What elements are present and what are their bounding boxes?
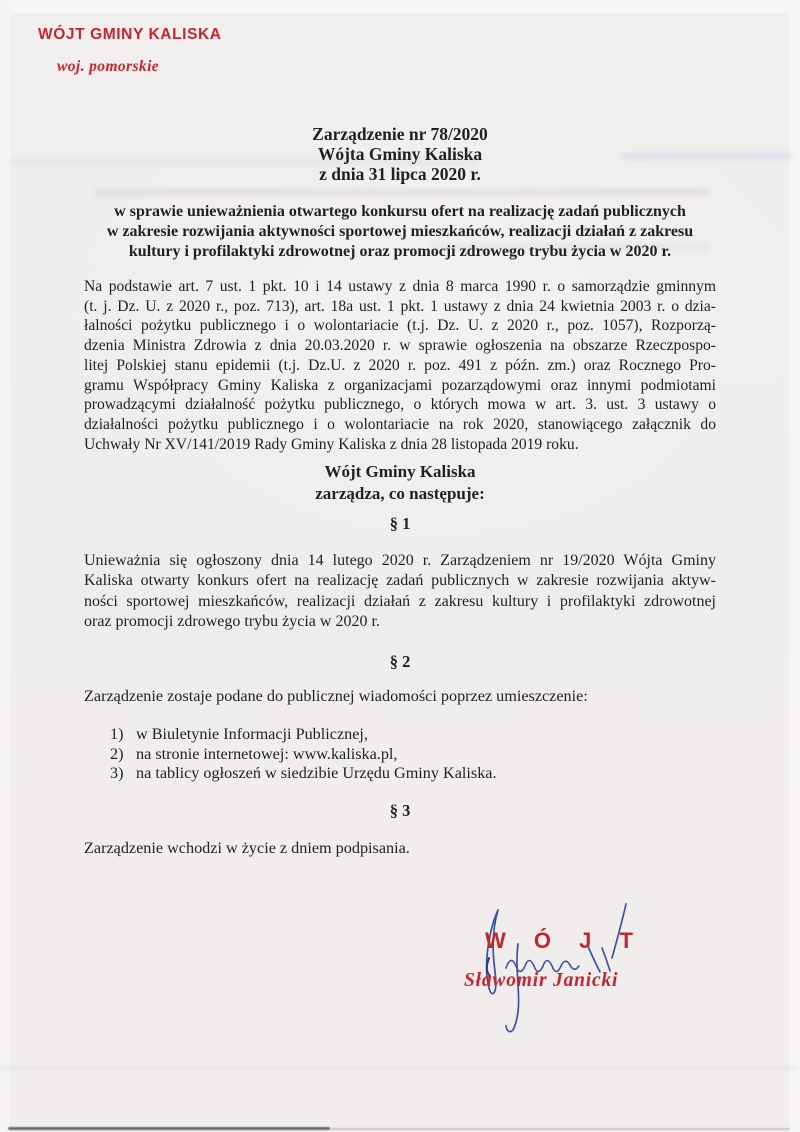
list-item-text: na stronie internetowej: www.kaliska.pl, xyxy=(136,744,398,763)
section-1-line: Unieważnia się ogłoszony dnia 14 lutego 2020 r. Zarządzeniem nr 19/2020 Wójta Gminy xyxy=(84,552,716,569)
list-item-marker: 2) xyxy=(110,744,124,763)
section-3-label: § 3 xyxy=(389,801,411,820)
scan-edge-right xyxy=(789,0,800,1132)
section-1-line: ności sportowej mieszkańców, realizacji działań z zakresu kultury i profilaktyki zdrowotnej xyxy=(84,592,716,610)
scan-ghost-artifact xyxy=(95,188,710,197)
letterhead-office: WÓJT GMINY KALISKA xyxy=(38,26,222,43)
title-line: Wójta Gminy Kaliska xyxy=(317,144,483,164)
order-heading xyxy=(84,461,716,504)
legal-basis-line: Uchwały Nr XV/141/2019 Rady Gminy Kaliska z dnia 28 listopada 2019 roku. xyxy=(84,435,579,453)
document-subject xyxy=(84,202,716,261)
list-item-marker: 3) xyxy=(110,764,124,783)
wojt-title-stamp: W Ó J T xyxy=(485,928,644,953)
letterhead-voivodeship: woj. pomorskie xyxy=(57,58,160,75)
legal-basis-line: działalności pożytku publicznego i o wolontariacie na rok 2020, stanowiącego załącznik do xyxy=(84,415,716,433)
list-item-text: w Biuletynie Informacji Publicznej, xyxy=(136,725,368,743)
list-item xyxy=(84,745,716,765)
legal-basis-line: dzenia Ministra Zdrowia z dnia 20.03.2020 r. w sprawie ogłoszenia na obszarze Rzeczpospo- xyxy=(84,337,716,355)
title-line: Zarządzenie nr 78/2020 xyxy=(312,124,488,144)
scan-bottom-edge-shadow xyxy=(330,1128,790,1130)
section-1-line: oraz promocji zdrowego trybu życia w 2020 r. xyxy=(84,613,380,631)
title-line: z dnia 31 lipca 2020 r. xyxy=(319,164,481,184)
legal-basis-line: litej Polskiej stanu epidemii (t.j. Dz.U. z 2020 r. poz. 491 z późn. zm.) oraz Rocznego Pro- xyxy=(84,356,716,374)
subject-line: w sprawie unieważnienia otwartego konkursu ofert na realizację zadań publicznych xyxy=(114,203,686,220)
order-heading-line: zarządza, co następuje: xyxy=(315,483,485,503)
legal-basis-line: prowadzącymi działalność pożytku publicznego, o których mowa w art. 3. ust. 3 ustawy o xyxy=(84,396,716,414)
list-item xyxy=(84,725,716,745)
order-heading-line: Wójt Gminy Kaliska xyxy=(324,462,476,481)
legal-basis-line: łalności pożytku publicznego i o wolontariacie (t.j. Dz. U. z 2020 r., poz. 1057), Rozporzą- xyxy=(84,317,716,335)
scan-edge-left xyxy=(0,0,10,1132)
scan-bottom-edge-shadow xyxy=(8,1127,330,1130)
section-1-label: § 1 xyxy=(389,514,411,533)
legal-basis-line: Na podstawie art. 7 ust. 1 pkt. 10 i 14 ustawy z dnia 8 marca 1990 r. o samorządzie gminnym xyxy=(84,278,716,295)
legal-basis-line: (t. j. Dz. U. z 2020 r., poz. 713), art. 18a ust. 1 pkt. 1 ustawy z dnia 24 kwietnia 2003 r. o dzia- xyxy=(84,297,716,315)
section-2-label: § 2 xyxy=(389,652,411,671)
section-2-intro: Zarządzenie zostaje podane do publicznej wiadomości poprzez umieszczenie: xyxy=(84,687,588,705)
legal-basis-line: gramu Współpracy Gminy Kaliska z organizacjami pozarządowymi oraz innymi podmiotami xyxy=(84,376,716,394)
list-item-text: na tablicy ogłoszeń w siedzibie Urzędu Gminy Kaliska. xyxy=(136,764,497,783)
letterhead-stamp xyxy=(38,26,222,76)
document-title xyxy=(84,124,716,184)
section-3-paragraph: Zarządzenie wchodzi w życie z dniem podpisania. xyxy=(84,839,410,857)
subject-line: kultury i profilaktyki zdrowotnej oraz promocji zdrowego trybu życia w 2020 r. xyxy=(128,242,672,260)
section-1-line: Kaliska otwarty konkurs ofert na realizację zadań publicznych w zakresie rozwijania aktyw- xyxy=(84,572,716,590)
subject-line: w zakresie rozwijania aktywności sportowej mieszkańców, realizacji działań z zakresu xyxy=(106,222,694,240)
list-item-marker: 1) xyxy=(110,725,124,743)
signer-name: Sławomir Janicki xyxy=(464,970,619,991)
scan-edge-top xyxy=(0,0,800,13)
list-item xyxy=(84,764,716,784)
scan-ghost-artifact xyxy=(0,1067,800,1070)
section-1-paragraph xyxy=(84,551,716,633)
signature-block xyxy=(440,896,720,1056)
section-2-list xyxy=(84,725,716,784)
legal-basis-paragraph xyxy=(84,277,716,454)
